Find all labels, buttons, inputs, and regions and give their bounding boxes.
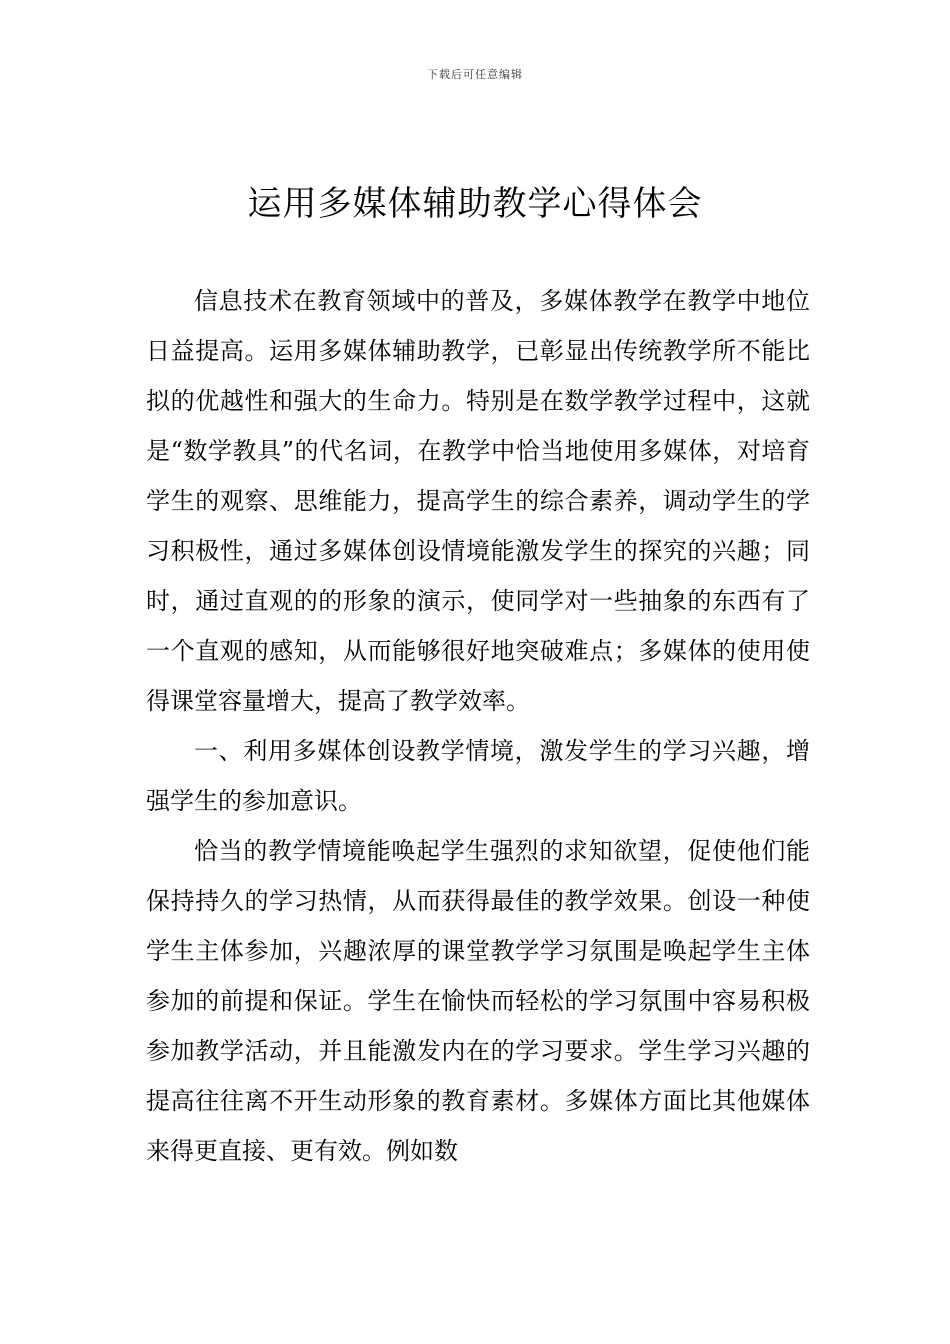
paragraph-section-heading: 一、利用多媒体创设教学情境，激发学生的学习兴趣，增强学生的参加意识。: [146, 737, 810, 815]
paragraph-intro: 信息技术在教育领域中的普及，多媒体教学在教学中地位日益提高。运用多媒体辅助教学，已彰显出传统教学所不能比拟的优越性和强大的生命力。特别是在数学教学过程中，这就是“数学教具”的代名词，在教学中恰当地使用多媒体，对培育学生的观察、思维能力，提高学生的综合素养，调动学生的学习积极性，通过多媒体创设情境能激发学生的探究的兴趣；同时，通过直观的的形象的演示，使同学对一些抽象的东西有了一个直观的感知，从而能够很好地突破难点；多媒体的使用使得课堂容量增大，提高了教学效率。: [146, 287, 810, 715]
document-title: 运用多媒体辅助教学心得体会: [247, 184, 703, 224]
paragraph-section-body: 恰当的教学情境能唤起学生强烈的求知欲望，促使他们能保持持久的学习热情，从而获得最佳的教学效果。创设一种使学生主体参加，兴趣浓厚的课堂教学学习氛围是唤起学生主体参加的前提和保证。学生在愉快而轻松的学习氛围中容易积极参加教学活动，并且能激发内在的学习要求。学生学习兴趣的提高往往离不开生动形象的教育素材。多媒体方面比其他媒体来得更直接、更有效。例如数: [146, 837, 810, 1165]
header-note: 下载后可任意编辑: [427, 68, 523, 81]
document-body: [146, 276, 810, 1176]
